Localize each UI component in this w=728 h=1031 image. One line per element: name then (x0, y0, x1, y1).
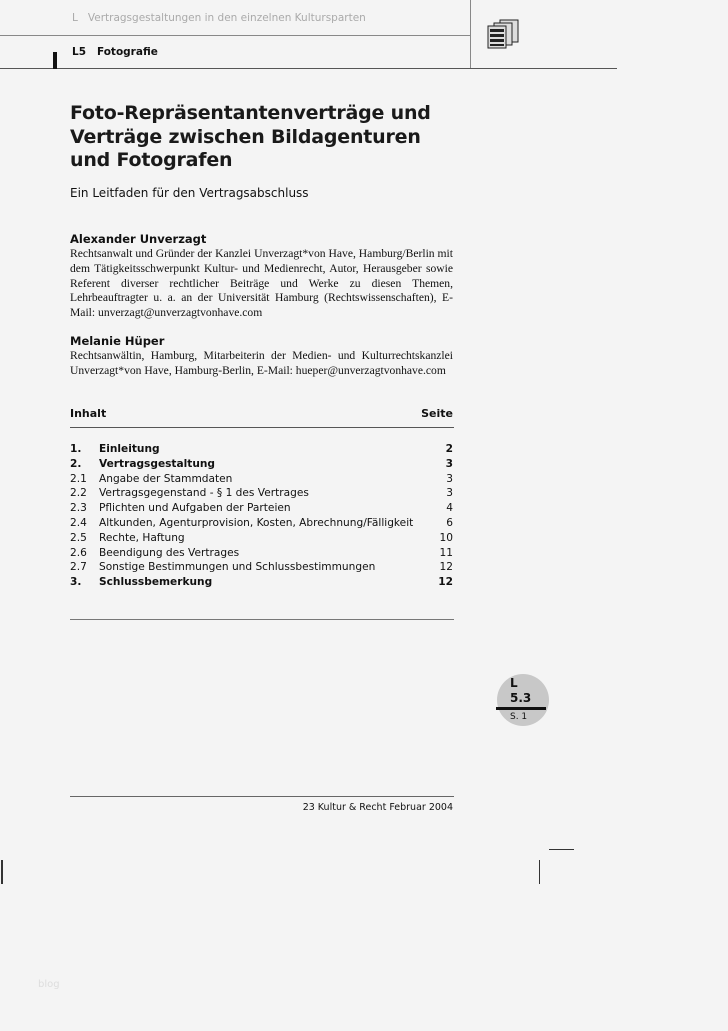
badge-letter: L (510, 676, 518, 690)
title-line: Foto-Repräsentantenverträge und (70, 102, 431, 124)
toc-heading: Inhalt (70, 407, 107, 420)
toc-entry-num: 1. (70, 443, 82, 455)
toc-entry[interactable] (70, 458, 453, 473)
toc-entry[interactable] (70, 443, 453, 458)
toc-entry-title: Einleitung (99, 443, 160, 455)
section-letter: L (72, 12, 78, 24)
toc-entry-title: Altkunden, Agenturprovision, Kosten, Abrechnung/Fälligkeit (99, 517, 414, 529)
badge-bar (496, 707, 546, 710)
toc-entry-title: Angabe der Stammdaten (99, 472, 233, 485)
title-line: und Fotografen (70, 149, 233, 171)
toc-rule (70, 427, 454, 428)
page-badge (497, 674, 549, 726)
toc-entry-num: 2.5 (70, 531, 87, 544)
toc-entry-title: Beendigung des Vertrages (99, 546, 240, 559)
toc-entry-num: 2.6 (70, 546, 87, 559)
toc-entry-num: 2. (70, 457, 82, 470)
toc-entry-title: Rechte, Haftung (99, 531, 185, 544)
toc-entry-num: 3. (70, 576, 82, 589)
header-bottom-rule (0, 68, 617, 69)
watermark: blog (38, 979, 60, 990)
toc-entry-page: 6 (446, 517, 453, 529)
toc-entry-page: 10 (439, 531, 453, 544)
chapter-title: Fotografie (96, 46, 158, 58)
toc-entry-page: 3 (446, 472, 453, 485)
author-name: Alexander Unverzagt (70, 232, 207, 246)
toc-entry-num: 2.2 (70, 487, 87, 500)
toc-entry[interactable] (70, 561, 453, 576)
toc-entry[interactable] (70, 576, 453, 591)
toc-entry-page: 3 (446, 487, 453, 500)
section-title: Vertragsgestaltungen in den einzelnen Kultursparten (87, 12, 366, 24)
toc-entry-page: 12 (438, 576, 453, 589)
crop-mark (1, 860, 3, 884)
toc-entry[interactable] (70, 473, 453, 488)
toc-entry-num: 2.7 (70, 561, 87, 574)
chapter-heading (72, 46, 158, 58)
author-name: Melanie Hüper (70, 334, 165, 348)
toc-bottom-rule (70, 619, 454, 620)
crop-mark (549, 849, 574, 850)
toc-page-heading: Seite (421, 407, 453, 420)
toc-entry[interactable] (70, 502, 453, 517)
toc-entry-title: Sonstige Bestimmungen und Schlussbestimmungen (99, 561, 376, 574)
documents-icon (487, 19, 520, 49)
document-title (70, 102, 431, 173)
footer-citation: 23 Kultur & Recht Februar 2004 (302, 802, 453, 813)
toc-entry-page: 2 (445, 443, 453, 455)
subtitle: Ein Leitfaden für den Vertragsabschluss (70, 186, 309, 200)
crop-mark (539, 860, 540, 884)
toc-entry-num: 2.4 (70, 517, 87, 529)
toc-entry[interactable] (70, 547, 453, 562)
chapter-marker (53, 52, 57, 69)
badge-number: 5.3 (510, 691, 532, 705)
toc-entry-title: Vertragsgestaltung (99, 457, 216, 470)
footer-rule (70, 796, 454, 797)
header-divider (0, 35, 470, 36)
running-header (72, 12, 366, 24)
toc-entry-page: 12 (439, 561, 453, 574)
badge-page: S. 1 (510, 712, 528, 722)
toc-entry-title: Vertragsgegenstand - § 1 des Vertrages (99, 487, 309, 500)
toc-entry-title: Schlussbemerkung (99, 576, 213, 589)
toc-entry[interactable] (70, 532, 453, 547)
toc-entry[interactable] (70, 487, 453, 502)
header-vertical-divider (470, 0, 471, 68)
author-bio: Rechtsanwältin, Hamburg, Mitarbeiterin der Medien- und Kulturrechtskanzlei Unverzagt*von Have, Hamburg-Berlin, E-Mail: hueper@unverzagtvonhave.com (70, 349, 453, 377)
author-bio: Rechtsanwalt und Gründer der Kanzlei Unverzagt*von Have, Hamburg/Berlin mit dem Tätigkeitsschwerpunkt Kultur- und Medienrecht, Autor, Herausgeber sowie Referent diverser rechtlicher Beiträge und Werke zu diesen Themen, Lehrbeauftragter u. a. an der Universität Hamburg (Rechtswissenschaften), E-Mail: unverzagt@unverzagtvonhave.com (70, 247, 453, 320)
toc-entry[interactable] (70, 517, 453, 532)
chapter-number: L5 (72, 46, 86, 58)
title-line: Verträge zwischen Bildagenturen (70, 125, 421, 148)
toc-entry-num: 2.3 (70, 502, 87, 515)
toc-entry-page: 11 (439, 546, 453, 559)
toc-entry-page: 3 (445, 457, 453, 470)
toc-entry-num: 2.1 (70, 472, 87, 485)
toc-entry-page: 4 (446, 502, 453, 515)
toc-entry-title: Pflichten und Aufgaben der Parteien (99, 502, 291, 515)
